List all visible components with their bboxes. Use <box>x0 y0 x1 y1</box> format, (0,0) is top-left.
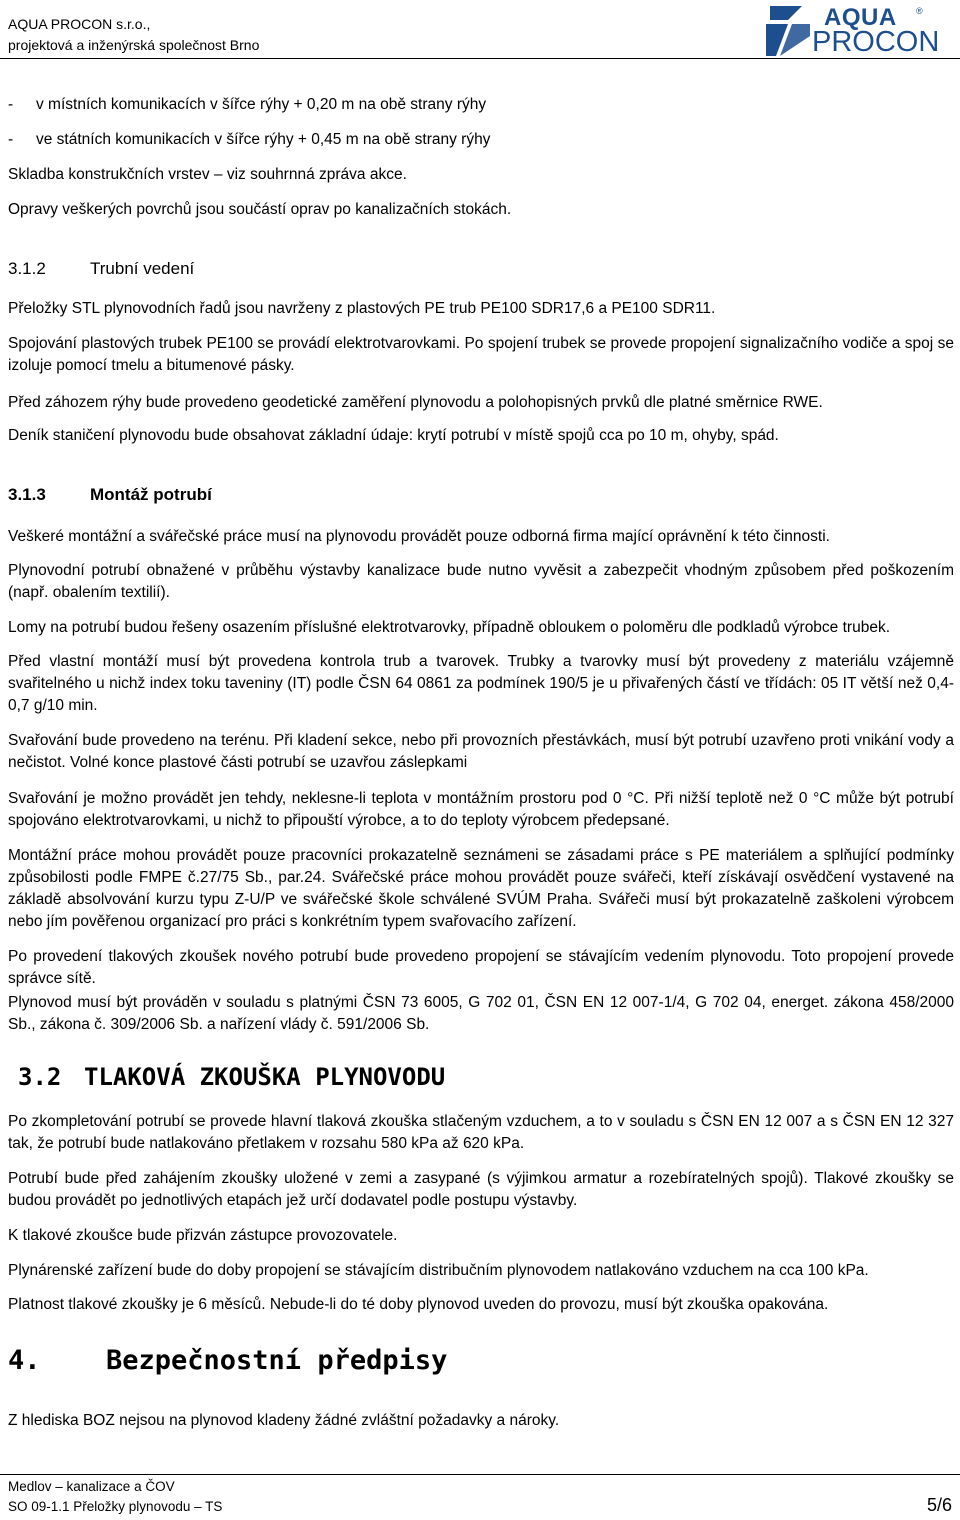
paragraph: Plynárenské zařízení bude do doby propojení se stávajícím distribučním plynovodem natlakováno vzduchem na cca 100 kPa. <box>8 1262 869 1279</box>
paragraph: Přeložky STL plynovodních řadů jsou navrženy z plastových PE trub PE100 SDR17,6 a PE100 SDR11. <box>8 300 716 317</box>
logo-registered: ® <box>916 6 923 16</box>
paragraph: Po zkompletování potrubí se provede hlavní tlaková zkouška stlačeným vzduchem, a to v souladu s ČSN EN 12 007 a s ČSN EN 12 327 tak, že potrubí bude natlakováno přetlakem v rozsahu 580 kPa až 620 kPa. <box>8 1113 954 1152</box>
section-heading-4: 4. Bezpečnostní předpisy <box>8 1345 448 1376</box>
paragraph: Spojování plastových trubek PE100 se provádí elektrotvarovkami. Po spojení trubek se provede propojení signalizačního vodiče a spoj se izoluje pomocí tmelu a bitumenové pásky. <box>8 335 954 374</box>
header-company <box>8 14 259 56</box>
page-number: 5/6 <box>926 1495 952 1515</box>
logo-text-procon: PROCON <box>812 26 940 58</box>
paragraph: Po provedení tlakových zkoušek nového potrubí bude provedeno propojení se stávajícím vedením plynovodu. Toto propojení provede správce sítě. <box>8 948 954 987</box>
section-heading-3-1-2: 3.1.2 Trubní vedení <box>8 259 195 278</box>
paragraph: Deník staničení plynovodu bude obsahovat základní údaje: krytí potrubí v místě spojů cca po 10 m, ohyby, spád. <box>8 427 779 444</box>
footer-project: Medlov – kanalizace a ČOV <box>8 1479 175 1494</box>
paragraph: Skladba konstrukčních vrstev – viz souhrnná zpráva akce. <box>8 166 407 183</box>
paragraph: Svařování je možno provádět jen tehdy, neklesne-li teplota v montážním prostoru pod 0 °C. Při nižší teplotě než 0 °C může být potrubí spojováno elektrotvarovkami, u nichž to připouští výrobce, a to do teploty výrobcem předepsané. <box>8 790 954 829</box>
paragraph: Veškeré montážní a svářečské práce musí na plynovodu provádět pouze odborná firma mající oprávnění k této činnosti. <box>8 528 830 545</box>
paragraph: Lomy na potrubí budou řešeny osazením příslušné elektrotvarovky, případně obloukem o poloměru dle podkladů výrobce trubek. <box>8 619 890 636</box>
list-item: - ve státních komunikacích v šířce rýhy + 0,45 m na obě strany rýhy <box>8 129 490 151</box>
logo-mark-icon <box>766 6 810 56</box>
paragraph: K tlakové zkoušce bude přizván zástupce provozovatele. <box>8 1227 398 1244</box>
footer-document: SO 09-1.1 Přeložky plynovodu – TS <box>8 1499 223 1514</box>
list-dash: - <box>8 96 14 113</box>
header-divider <box>0 58 960 59</box>
paragraph: Před záhozem rýhy bude provedeno geodetické zaměření plynovodu a polohopisných prvků dle platné směrnice RWE. <box>8 394 823 411</box>
paragraph: Montážní práce mohou provádět pouze pracovníci prokazatelně seznámeni se zásadami práce s PE materiálem a splňující podmínky způsobilosti podle FMPE č.27/75 Sb., par.24. Svářečské práce mohou provádět pouze svářeči, kteří získávají osvědčení vystavené na základě absolvování kurzu typu Z-U/P ve svářečské škole schválené SVÚM Praha. Svářeči musí být prokazatelně zaškoleni výrobcem nebo jím pověřenou organizací pro práci s konkrétním typem svařovacího zařízení. <box>8 847 954 930</box>
logo-text-aqua: AQUA <box>824 4 897 31</box>
footer-divider <box>0 1474 960 1475</box>
company-name: AQUA PROCON s.r.o., <box>8 16 151 32</box>
paragraph: Opravy veškerých povrchů jsou součástí oprav po kanalizačních stokách. <box>8 201 512 218</box>
paragraph: Z hlediska BOZ nejsou na plynovod kladeny žádné zvláštní požadavky a nároky. <box>8 1412 560 1429</box>
paragraph: Potrubí bude před zahájením zkoušky uložené v zemi a zasypané (s výjimkou armatur a rozebíratelných spojů). Tlakové zkoušky se budou provádět po jednotlivých etapách jež určí dodavatel podle postupu výstavby. <box>8 1170 954 1209</box>
aqua-procon-logo <box>766 4 956 58</box>
list-dash: - <box>8 131 14 148</box>
paragraph: Svařování bude provedeno na terénu. Při kladení sekce, nebo při provozních přestávkách, musí být potrubí uzavřeno proti vnikání vody a nečistot. Volné konce plastové části potrubí se uzavřou záslepkami <box>8 732 954 771</box>
section-heading-3-2: 3.2 TLAKOVÁ ZKOUŠKA PLYNOVODU <box>18 1063 446 1091</box>
paragraph: Plynovod musí být prováděn v souladu s platnými ČSN 73 6005, G 702 01, ČSN EN 12 007-1/4, G 702 04, energet. zákona 458/2000 Sb., zákona č. 309/2006 Sb. a nařízení vlády č. 591/2006 Sb. <box>8 994 954 1033</box>
section-heading-3-1-3: 3.1.3 Montáž potrubí <box>8 485 212 504</box>
paragraph: Platnost tlakové zkoušky je 6 měsíců. Nebude-li do té doby plynovod uveden do provozu, musí být zkouška opakována. <box>8 1296 829 1313</box>
paragraph: Plynovodní potrubí obnažené v průběhu výstavby kanalizace bude nutno vyvěsit a zabezpečit vhodným způsobem před poškozením (např. obalením textilií). <box>8 562 954 601</box>
list-item: - v místních komunikacích v šířce rýhy + 0,20 m na obě strany rýhy <box>8 94 486 116</box>
paragraph: Před vlastní montáží musí být provedena kontrola trub a tvarovek. Trubky a tvarovky musí být provedeny z materiálu vzájemně svařitelného u nichž index toku taveniny (IT) podle ČSN 64 0861 za podmínek 190/5 je u přivařených částí ve třídách: 05 IT větší než 0,4-0,7 g/10 min. <box>8 653 954 714</box>
company-subtitle: projektová a inženýrská společnost Brno <box>8 37 260 53</box>
